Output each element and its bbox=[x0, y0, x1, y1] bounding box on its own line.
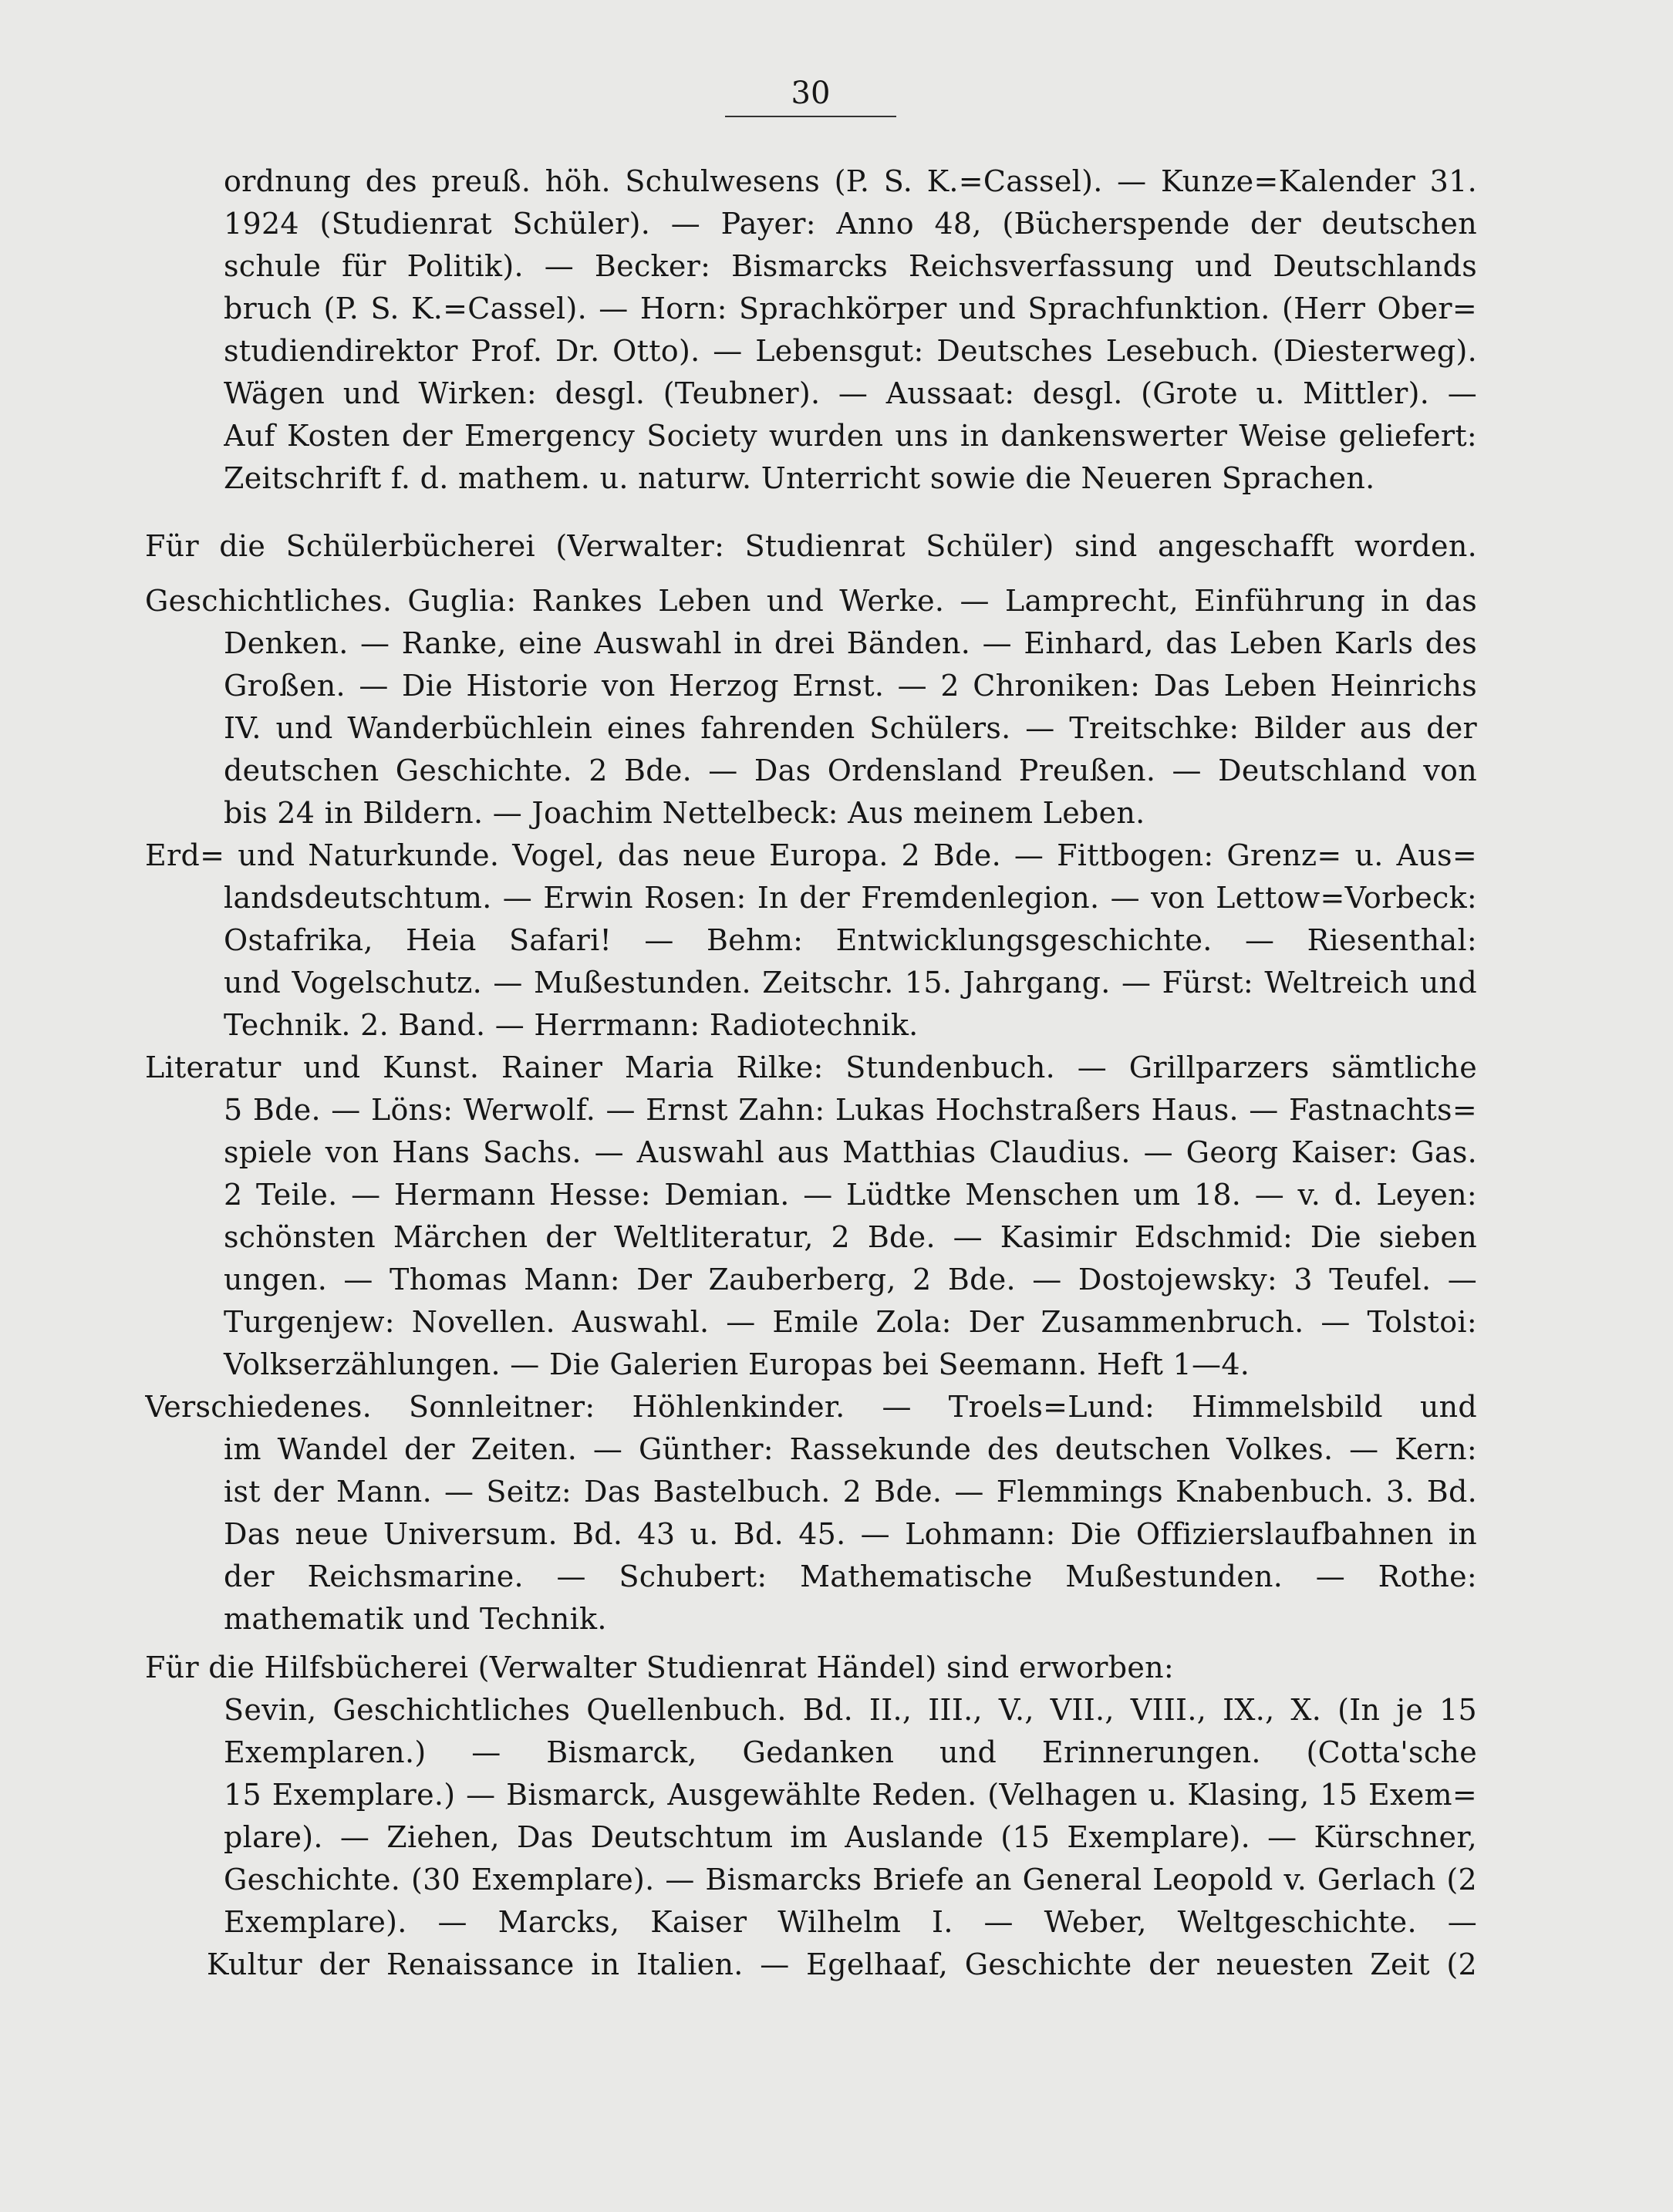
text-line: deutschen Geschichte. 2 Bde. — Das Ordensland Preußen. — Deutschland von bbox=[224, 754, 1477, 787]
text-line-row bbox=[0, 1301, 1673, 1344]
text-line: schule für Politik). — Becker: Bismarcks Reichsverfassung und Deutschlands bbox=[224, 249, 1477, 283]
text-line-row bbox=[0, 373, 1673, 415]
text-line-row bbox=[0, 1944, 1673, 1986]
text-line: Denken. — Ranke, eine Auswahl in drei Bänden. — Einhard, das Leben Karls des bbox=[224, 626, 1477, 660]
text-line: Für die Schülerbücherei (Verwalter: Studienrat Schüler) sind angeschafft worden. bbox=[145, 529, 1477, 563]
text-line-row bbox=[0, 415, 1673, 457]
text-line-row bbox=[0, 1131, 1673, 1174]
text-line-row bbox=[0, 1556, 1673, 1598]
text-line: spiele von Hans Sachs. — Auswahl aus Matthias Claudius. — Georg Kaiser: Gas. bbox=[224, 1135, 1477, 1169]
text-line: 1924 (Studienrat Schüler). — Payer: Anno 48, (Bücherspende der deutschen bbox=[224, 207, 1477, 241]
text-line: Literatur und Kunst. Rainer Maria Rilke: Stundenbuch. — Grillparzers sämtliche bbox=[145, 1050, 1477, 1084]
text-line: Geschichtliches. Guglia: Rankes Leben und Werke. — Lamprecht, Einführung in das bbox=[145, 584, 1477, 618]
text-line-row bbox=[0, 622, 1673, 665]
text-line: Kultur der Renaissance in Italien. — Egelhaaf, Geschichte der neuesten Zeit (2 bbox=[207, 1947, 1477, 1981]
text-line-row bbox=[0, 750, 1673, 792]
text-line: im Wandel der Zeiten. — Günther: Rassekunde des deutschen Volkes. — Kern: bbox=[224, 1432, 1477, 1466]
text-line: bruch (P. S. K.=Cassel). — Horn: Sprachkörper und Sprachfunktion. (Herr Ober= bbox=[224, 292, 1477, 325]
text-line: schönsten Märchen der Weltliteratur, 2 Bde. — Kasimir Edschmid: Die sieben bbox=[224, 1220, 1477, 1254]
text-line: ordnung des preuß. höh. Schulwesens (P. S. K.=Cassel). — Kunze=Kalender 31. bbox=[224, 164, 1477, 198]
text-line-row bbox=[0, 707, 1673, 750]
text-line-row bbox=[0, 962, 1673, 1004]
text-line: und Vogelschutz. — Mußestunden. Zeitschr. 15. Jahrgang. — Fürst: Weltreich und bbox=[224, 966, 1477, 1000]
text-line-row bbox=[0, 1428, 1673, 1471]
text-line: Verschiedenes. Sonnleitner: Höhlenkinder. — Troels=Lund: Himmelsbild und bbox=[145, 1390, 1477, 1424]
text-line: Volkserzählungen. — Die Galerien Europas bei Seemann. Heft 1—4. bbox=[224, 1347, 1250, 1381]
text-line: Technik. 2. Band. — Herrmann: Radiotechnik. bbox=[224, 1008, 919, 1042]
text-line: der Reichsmarine. — Schubert: Mathematische Mußestunden. — Rothe: bbox=[224, 1560, 1477, 1593]
text-line: Wägen und Wirken: desgl. (Teubner). — Aussaat: desgl. (Grote u. Mittler). — bbox=[224, 376, 1477, 410]
text-line-row bbox=[0, 1004, 1673, 1047]
text-line: plare). — Ziehen, Das Deutschtum im Auslande (15 Exemplare). — Kürschner, bbox=[224, 1820, 1477, 1854]
text-line-row bbox=[0, 1216, 1673, 1259]
text-line: Das neue Universum. Bd. 43 u. Bd. 45. — Lohmann: Die Offizierslaufbahnen in bbox=[224, 1517, 1477, 1551]
text-line-row bbox=[0, 160, 1673, 203]
text-line-row bbox=[0, 1471, 1673, 1513]
text-line: landsdeutschtum. — Erwin Rosen: In der Fremdenlegion. — von Lettow=Vorbeck: bbox=[224, 881, 1477, 915]
text-line-row bbox=[0, 1901, 1673, 1944]
text-line-row bbox=[0, 1774, 1673, 1816]
text-line: ungen. — Thomas Mann: Der Zauberberg, 2 Bde. — Dostojewsky: 3 Teufel. — bbox=[224, 1263, 1477, 1297]
text-line: Geschichte. (30 Exemplare). — Bismarcks Briefe an General Leopold v. Gerlach (2 bbox=[224, 1863, 1477, 1897]
text-line-row bbox=[0, 1689, 1673, 1731]
text-line-row bbox=[0, 877, 1673, 919]
text-line: Sevin, Geschichtliches Quellenbuch. Bd. II., III., V., VII., VIII., IX., X. (In je 15 bbox=[224, 1693, 1477, 1727]
text-line-row bbox=[0, 665, 1673, 707]
text-line: Zeitschrift f. d. mathem. u. naturw. Unterricht sowie die Neueren Sprachen. bbox=[224, 461, 1375, 495]
text-line: Auf Kosten der Emergency Society wurden uns in dankenswerter Weise geliefert: bbox=[224, 419, 1477, 453]
text-line-row bbox=[0, 525, 1673, 568]
text-line: 5 Bde. — Löns: Werwolf. — Ernst Zahn: Lukas Hochstraßers Haus. — Fastnachts= bbox=[224, 1093, 1477, 1127]
text-line-row bbox=[0, 1386, 1673, 1428]
text-line-row bbox=[0, 203, 1673, 245]
text-line-row bbox=[0, 1089, 1673, 1131]
text-line-row bbox=[0, 330, 1673, 373]
text-line-row bbox=[0, 457, 1673, 500]
text-line-row bbox=[0, 288, 1673, 330]
text-line: Ostafrika, Heia Safari! — Behm: Entwicklungsgeschichte. — Riesenthal: bbox=[224, 923, 1477, 957]
text-line-row bbox=[0, 580, 1673, 622]
text-line: ist der Mann. — Seitz: Das Bastelbuch. 2 Bde. — Flemmings Knabenbuch. 3. Bd. bbox=[224, 1475, 1477, 1509]
text-line-row bbox=[0, 1859, 1673, 1901]
page-number: 30 bbox=[725, 74, 896, 117]
text-block bbox=[0, 525, 1673, 568]
text-line-row bbox=[0, 835, 1673, 877]
text-line-row bbox=[0, 1647, 1673, 1689]
text-line: Erd= und Naturkunde. Vogel, das neue Europa. 2 Bde. — Fittbogen: Grenz= u. Aus= bbox=[145, 838, 1477, 872]
text-line: 15 Exemplare.) — Bismarck, Ausgewählte Reden. (Velhagen u. Klasing, 15 Exem= bbox=[224, 1778, 1477, 1812]
text-line-row bbox=[0, 1816, 1673, 1859]
text-line: studiendirektor Prof. Dr. Otto). — Lebensgut: Deutsches Lesebuch. (Diesterweg). bbox=[224, 334, 1477, 368]
text-line-row bbox=[0, 1344, 1673, 1386]
text-line: bis 24 in Bildern. — Joachim Nettelbeck: Aus meinem Leben. bbox=[224, 796, 1145, 830]
text-line-row bbox=[0, 245, 1673, 288]
text-line: IV. und Wanderbüchlein eines fahrenden Schülers. — Treitschke: Bilder aus der bbox=[224, 711, 1477, 745]
text-line-row bbox=[0, 1259, 1673, 1301]
text-line-row bbox=[0, 1513, 1673, 1556]
text-line: Turgenjew: Novellen. Auswahl. — Emile Zola: Der Zusammenbruch. — Tolstoi: bbox=[224, 1305, 1477, 1339]
text-line-row bbox=[0, 792, 1673, 835]
text-line: 2 Teile. — Hermann Hesse: Demian. — Lüdtke Menschen um 18. — v. d. Leyen: bbox=[224, 1178, 1477, 1212]
text-line: Exemplaren.) — Bismarck, Gedanken und Erinnerungen. (Cotta'sche bbox=[224, 1735, 1477, 1769]
text-line-row bbox=[0, 919, 1673, 962]
text-line: Exemplare). — Marcks, Kaiser Wilhelm I. — Weber, Weltgeschichte. — bbox=[224, 1905, 1477, 1939]
text-line-row bbox=[0, 1047, 1673, 1089]
text-line: Für die Hilfsbücherei (Verwalter Studienrat Händel) sind erworben: bbox=[145, 1651, 1175, 1684]
text-line-row bbox=[0, 1731, 1673, 1774]
text-block bbox=[0, 1647, 1673, 1986]
text-line: mathematik und Technik. bbox=[224, 1602, 607, 1636]
text-line-row bbox=[0, 1598, 1673, 1640]
text-line-row bbox=[0, 1174, 1673, 1216]
text-block bbox=[0, 580, 1673, 1640]
text-block bbox=[0, 160, 1673, 500]
text-line: Großen. — Die Historie von Herzog Ernst. — 2 Chroniken: Das Leben Heinrichs bbox=[224, 669, 1477, 703]
